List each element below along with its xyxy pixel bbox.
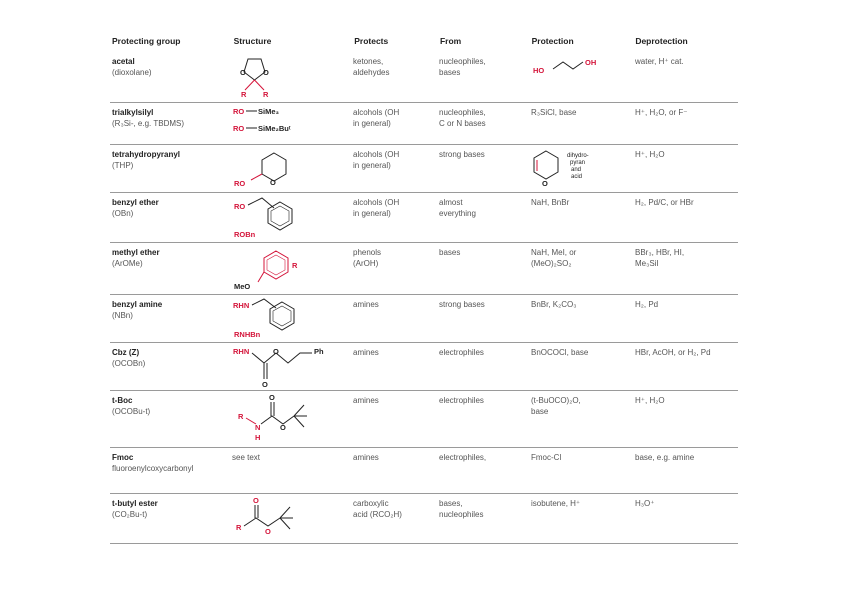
group-name: benzyl ether [112,198,159,207]
from-cell: bases [439,248,461,257]
tbe-o-carbonyl: O [253,496,259,505]
deprotection-cell: water, H⁺ cat. [635,57,684,66]
silyl-ro1: RO [233,107,245,116]
from-cell: electrophiles, [439,453,487,462]
table-row [110,56,738,102]
protects-cell: ketones, aldehydes [353,57,390,77]
header-group: Protecting group [112,36,181,46]
tboc-structure [232,391,332,447]
tboc-o-carbonyl: O [269,393,275,402]
benzyl-amine-structure [232,297,322,341]
header-protection: Protection [531,36,574,46]
tbutyl-ester-structure [232,496,322,542]
thp-o: O [270,178,276,187]
acetal-o1: O [240,68,246,77]
from-cell: bases, nucleophiles [439,499,484,519]
cbz-o-carbonyl: O [262,380,268,389]
nbn-rnhbn: RNHBn [234,330,261,339]
glycol-ho: HO [533,66,545,75]
me-r: R [292,261,298,270]
group-name: acetal [112,57,135,66]
deprotection-cell: H⁺, H₂O [635,396,665,405]
deprotection-cell: H₂, Pd/C, or HBr [635,198,694,207]
structure-cell: see text [232,453,261,462]
group-name: trialkylsilyl [112,108,154,117]
group-abbr: (OBn) [112,209,134,218]
silyl-ro2: RO [233,124,245,133]
silyl-structure [232,105,312,141]
dhp-label: dihydro-pyran and acid [567,153,589,180]
header-from: From [439,36,462,46]
group-abbr: fluoroenylcoxycarbonyl [112,464,194,473]
from-cell: nucleophiles, C or N bases [439,108,486,128]
group-name: tetrahydropyranyl [112,150,181,159]
tboc-o-ester: O [280,423,286,432]
protection-cell: NaH, BnBr [531,198,570,207]
protection-cell: (t-BuOCO)₂O, base [531,396,581,416]
bn-ro: RO [234,202,246,211]
thp-ro: RO [234,179,246,188]
group-name: Cbz (Z) [112,348,140,357]
group-abbr: (OCOBu-t) [112,407,151,416]
cbz-o-ester: O [273,347,279,356]
cbz-ph: Ph [314,347,324,356]
acetal-o2: O [263,68,269,77]
cbz-structure [232,345,342,389]
silyl-sime2bu: SiMe₂Buᵗ [258,124,291,133]
protection-cell: BnBr, K₂CO₃ [531,300,577,309]
table-row [110,144,738,192]
from-cell: electrophiles [439,348,484,357]
deprotection-cell: BBr₃, HBr, HI, Me₃SiI [635,248,685,268]
group-abbr: (CO₂Bu-t) [112,510,148,519]
group-abbr: (OCOBn) [112,359,146,368]
group-name: Fmoc [112,453,134,462]
table-header [110,36,738,56]
protects-cell: amines [353,300,379,309]
tboc-h: H [255,433,261,442]
header-protects: Protects [354,36,389,46]
table-row [110,390,738,447]
acetal-structure [232,56,292,102]
deprotection-cell: base, e.g. amine [635,453,695,462]
group-abbr: (NBn) [112,311,133,320]
protection-cell: isobutene, H⁺ [531,499,581,508]
group-abbr: (R₃Si-, e.g. TBDMS) [112,119,185,128]
silyl-sime3: SiMe₃ [258,107,279,116]
table-row [110,342,738,390]
header-deprotection: Deprotection [635,36,688,46]
protection-cell: BnOCOCl, base [531,348,589,357]
thp-structure [232,147,312,191]
methyl-ether-structure [232,245,322,293]
tboc-r: R [238,412,244,421]
protection-cell: NaH, MeI, or (MeO)₂SO₂ [531,248,577,268]
table-row [110,192,738,242]
protects-cell: alcohols (OH in general) [353,198,400,218]
table-row [110,102,738,144]
from-cell: nucleophiles, bases [439,57,486,77]
table-row [110,294,738,342]
group-name: t-butyl ester [112,499,158,508]
protection-cell: Fmoc-Cl [531,453,562,462]
group-name: methyl ether [112,248,160,257]
acetal-r1: R [241,90,247,99]
me-meo: MeO [234,282,251,291]
tbe-r: R [236,523,242,532]
from-cell: electrophiles [439,396,484,405]
group-abbr: (dioxolane) [112,68,152,77]
dihydropyran-structure [531,147,631,191]
ethylene-glycol-structure [531,56,611,82]
bn-robn: ROBn [234,230,256,239]
group-name: benzyl amine [112,300,163,309]
group-abbr: (THP) [112,161,134,170]
deprotection-cell: H⁺, H₂O, or F⁻ [635,108,688,117]
tbe-o-ester: O [265,527,271,536]
protects-cell: alcohols (OH in general) [353,150,400,170]
nbn-rhn: RHN [233,301,250,310]
from-cell: almost everything [439,198,476,218]
protects-cell: phenols (ArOH) [353,248,382,268]
protection-cell: R₃SiCl, base [531,108,577,117]
protects-cell: alcohols (OH in general) [353,108,400,128]
protecting-groups-table [110,36,738,544]
protects-cell: amines [353,348,379,357]
protects-cell: amines [353,396,379,405]
deprotection-cell: HBr, AcOH, or H₂, Pd [635,348,711,357]
from-cell: strong bases [439,300,485,309]
cbz-rhn: RHN [233,347,250,356]
benzyl-ether-structure [232,195,322,241]
acetal-r2: R [263,90,269,99]
from-cell: strong bases [439,150,485,159]
protects-cell: amines [353,453,379,462]
deprotection-cell: H₂, Pd [635,300,659,309]
header-structure: Structure [233,36,272,46]
deprotection-cell: H⁺, H₂O [635,150,665,159]
protects-cell: carboxylic acid (RCO₂H) [353,499,402,519]
dhp-o: O [542,179,548,188]
tboc-n: N [255,423,261,432]
table-row [110,242,738,294]
table-row [110,447,738,493]
group-abbr: (ArOMe) [112,259,143,268]
deprotection-cell: H₃O⁺ [635,499,655,508]
glycol-oh: OH [585,58,597,67]
group-name: t-Boc [112,396,133,405]
table-row [110,493,738,544]
